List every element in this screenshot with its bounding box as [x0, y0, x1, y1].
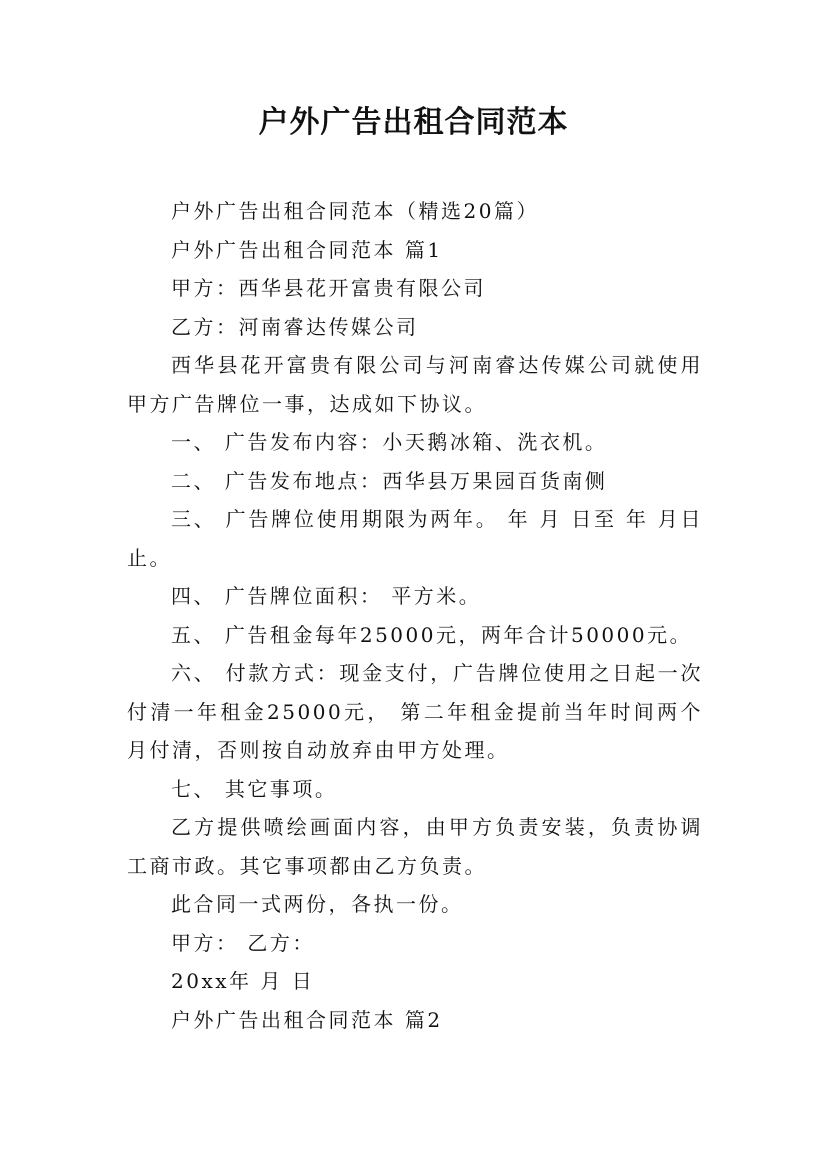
paragraph-clause-6: 六、 付款方式：现金支付，广告牌位使用之日起一次付清一年租金25000元， 第二年租金提前当年时间两个月付清，否则按自动放弃由甲方处理。 [127, 661, 703, 762]
paragraph-section-heading: 户外广告出租合同范本 篇1 [171, 237, 443, 262]
paragraph-collection-heading: 户外广告出租合同范本（精选20篇） [171, 199, 539, 223]
paragraph-party-b: 乙方：河南睿达传媒公司 [171, 314, 419, 339]
paragraph-clause-2: 二、 广告发布地点：西华县万果园百货南侧 [171, 468, 608, 493]
paragraph-clause-1: 一、 广告发布内容：小天鹅冰箱、洗衣机。 [171, 430, 608, 454]
paragraph-clause-5: 五、 广告租金每年25000元，两年合计50000元。 [171, 622, 693, 647]
paragraph-agreement-intro: 西华县花开富贵有限公司与河南睿达传媒公司就使用甲方广告牌位一事，达成如下协议。 [127, 353, 703, 416]
paragraph-signatures: 甲方： 乙方： [171, 930, 315, 955]
paragraph-clause-7-detail: 乙方提供喷绘画面内容，由甲方负责安装，负责协调工商市政。其它事项都由乙方负责。 [127, 815, 703, 878]
paragraph-clause-7: 七、 其它事项。 [171, 776, 338, 801]
document-title: 户外广告出租合同范本 [258, 105, 569, 140]
paragraph-clause-4: 四、 广告牌位面积： 平方米。 [171, 584, 482, 608]
paragraph-date: 20xx年 月 日 [171, 969, 315, 993]
document-body [127, 192, 703, 1039]
paragraph-clause-3: 三、 广告牌位使用期限为两年。 年 月 日至 年 月日止。 [127, 507, 703, 570]
paragraph-copies: 此合同一式两份，各执一份。 [171, 892, 464, 916]
paragraph-next-section-heading: 户外广告出租合同范本 篇2 [171, 1007, 443, 1032]
paragraph-party-a: 甲方：西华县花开富贵有限公司 [171, 276, 486, 300]
